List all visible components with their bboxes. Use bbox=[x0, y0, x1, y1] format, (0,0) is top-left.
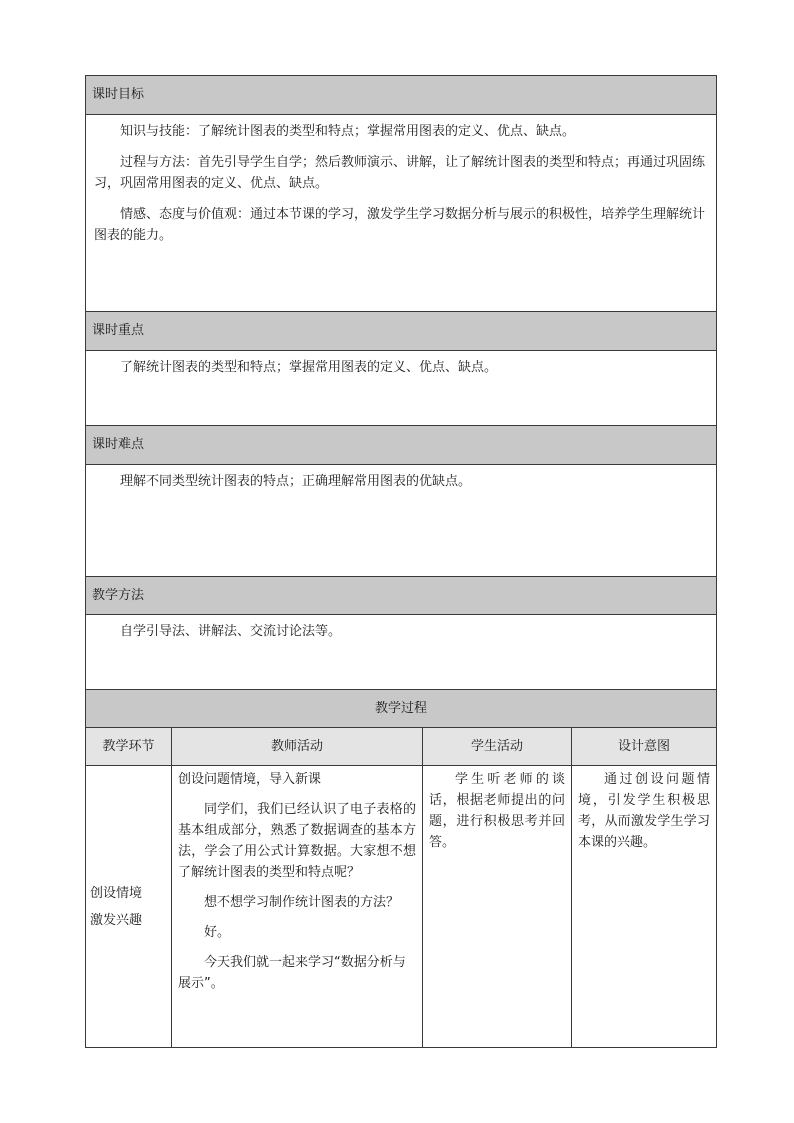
teacher-activity-intro: 今天我们就一起来学习“数据分析与展示”。 bbox=[178, 955, 406, 991]
stage-cell bbox=[86, 766, 172, 1048]
process-header: 教学过程 bbox=[86, 690, 717, 728]
difficulties-text: 理解不同类型统计图表的特点；正确理解常用图表的优缺点。 bbox=[120, 474, 472, 489]
methods-header: 教学方法 bbox=[86, 577, 717, 615]
key-points-header: 课时重点 bbox=[86, 312, 717, 351]
difficulties-header: 课时难点 bbox=[86, 426, 717, 465]
column-header-stage: 教学环节 bbox=[86, 728, 172, 766]
student-activity-text: 学生听老师的谈话，根据老师提出的问题，进行积极思考并回答。 bbox=[429, 772, 565, 850]
design-intent-cell bbox=[572, 766, 717, 1048]
teacher-activity-reply: 好。 bbox=[204, 925, 231, 940]
lesson-plan-table bbox=[85, 75, 717, 1048]
column-header-teacher: 教师活动 bbox=[172, 728, 423, 766]
teacher-activity-question: 想不想学习制作统计图表的方法？ bbox=[204, 895, 400, 910]
objective-process: 过程与方法：首先引导学生自学；然后教师演示、讲解，让了解统计图表的类型和特点；再通过巩固练习，巩固常用图表的定义、优点、缺点。 bbox=[94, 155, 706, 191]
teacher-activity-cell bbox=[172, 766, 423, 1048]
stage-line-2: 激发兴趣 bbox=[90, 912, 143, 928]
student-activity-cell bbox=[423, 766, 572, 1048]
key-points-text: 了解统计图表的类型和特点；掌握常用图表的定义、优点、缺点。 bbox=[120, 360, 498, 375]
objective-knowledge: 知识与技能：了解统计图表的类型和特点；掌握常用图表的定义、优点、缺点。 bbox=[120, 124, 576, 139]
lesson-plan-document bbox=[85, 75, 716, 1048]
methods-text: 自学引导法、讲解法、交流讨论法等。 bbox=[120, 624, 342, 639]
objectives-content bbox=[86, 115, 717, 312]
methods-content bbox=[86, 615, 717, 690]
objective-emotion: 情感、态度与价值观：通过本节课的学习，激发学生学习数据分析与展示的积极性，培养学生理解统计图表的能力。 bbox=[94, 207, 706, 243]
stage-line-1: 创设情境 bbox=[90, 885, 143, 901]
difficulties-content bbox=[86, 465, 717, 577]
column-header-intent: 设计意图 bbox=[572, 728, 717, 766]
column-header-student: 学生活动 bbox=[423, 728, 572, 766]
objectives-header: 课时目标 bbox=[86, 76, 717, 115]
key-points-content bbox=[86, 351, 717, 426]
teacher-activity-title: 创设问题情境，导入新课 bbox=[178, 772, 322, 787]
teacher-activity-paragraph: 同学们，我们已经认识了电子表格的基本组成部分，熟悉了数据调查的基本方法，学会了用公式计算数据。大家想不想了解统计图表的类型和特点呢？ bbox=[178, 802, 416, 880]
design-intent-text: 通过创设问题情境，引发学生积极思考，从而激发学生学习本课的兴趣。 bbox=[578, 772, 711, 850]
